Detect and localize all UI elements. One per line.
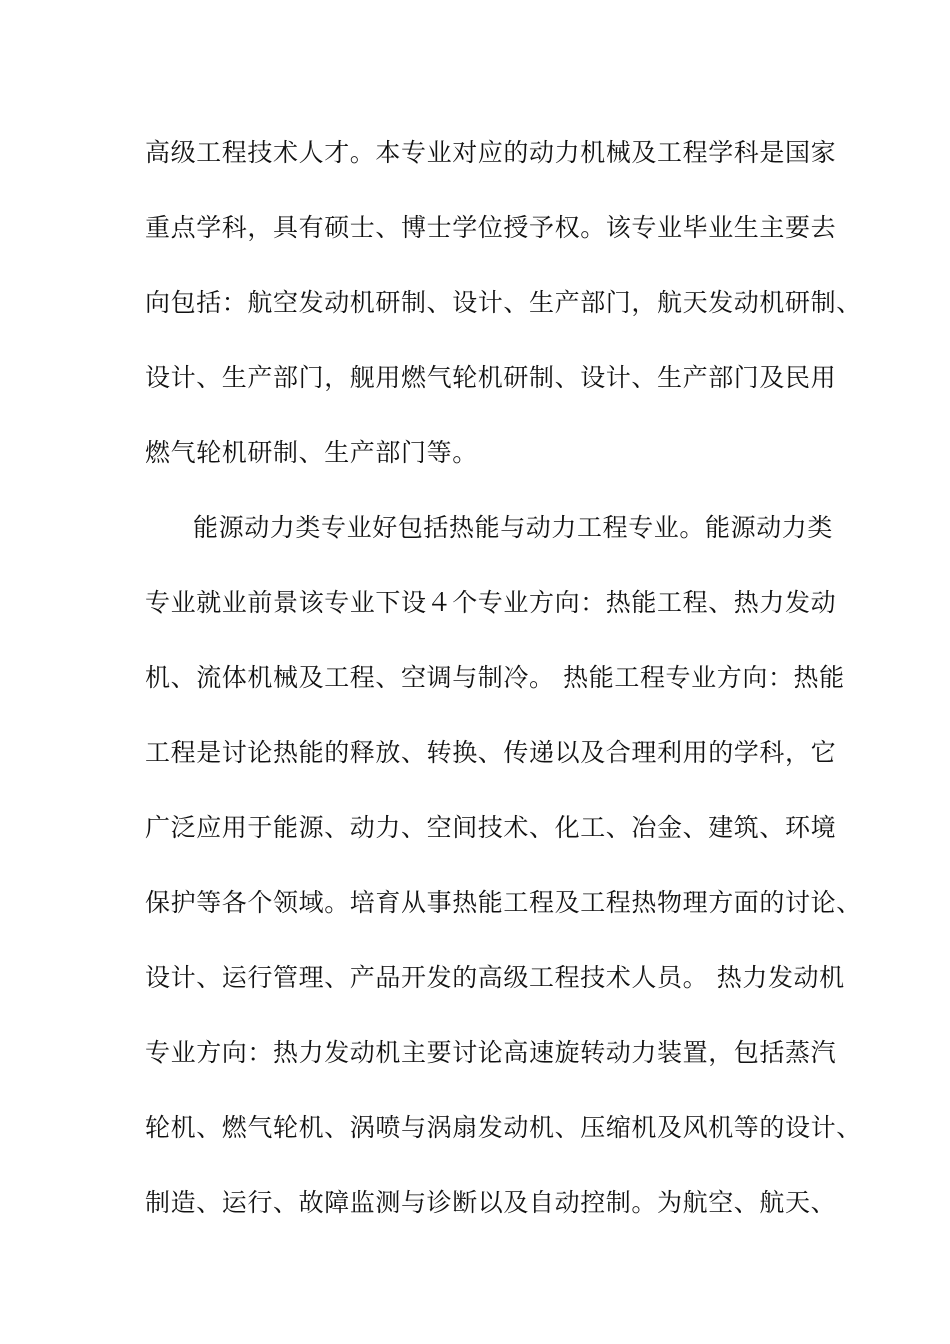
text-line: 轮机、燃气轮机、涡喷与涡扇发动机、压缩机及风机等的设计、	[145, 1113, 862, 1142]
text-line: 专业方向：热力发动机主要讨论高速旋转动力装置，包括蒸汽	[145, 1038, 837, 1067]
text-line: 广泛应用于能源、动力、空间技术、化工、冶金、建筑、环境	[145, 813, 837, 842]
text-line: 制造、运行、故障监测与诊断以及自动控制。为航空、航天、	[145, 1188, 837, 1217]
text-line: 保护等各个领域。培育从事热能工程及工程热物理方面的讨论、	[145, 888, 862, 917]
paragraph-first-line: 能源动力类专业好包括热能与动力工程专业。能源动力类	[193, 513, 834, 542]
text-line: 工程是讨论热能的释放、转换、传递以及合理利用的学科，它	[145, 738, 837, 767]
text-line: 设计、运行管理、产品开发的高级工程技术人员。 热力发动机	[145, 963, 845, 992]
document-body	[145, 125, 862, 1250]
text-line: 向包括：航空发动机研制、设计、生产部门，航天发动机研制、	[145, 288, 862, 317]
text-line: 重点学科，具有硕士、博士学位授予权。该专业毕业生主要去	[145, 213, 837, 242]
text-line: 机、流体机械及工程、空调与制冷。 热能工程专业方向：热能	[145, 663, 845, 692]
text-line: 专业就业前景该专业下设４个专业方向：热能工程、热力发动	[145, 588, 837, 617]
text-line: 设计、生产部门，舰用燃气轮机研制、设计、生产部门及民用	[145, 363, 837, 392]
text-line: 燃气轮机研制、生产部门等。	[145, 438, 478, 467]
text-line: 高级工程技术人才。本专业对应的动力机械及工程学科是国家	[145, 138, 837, 167]
